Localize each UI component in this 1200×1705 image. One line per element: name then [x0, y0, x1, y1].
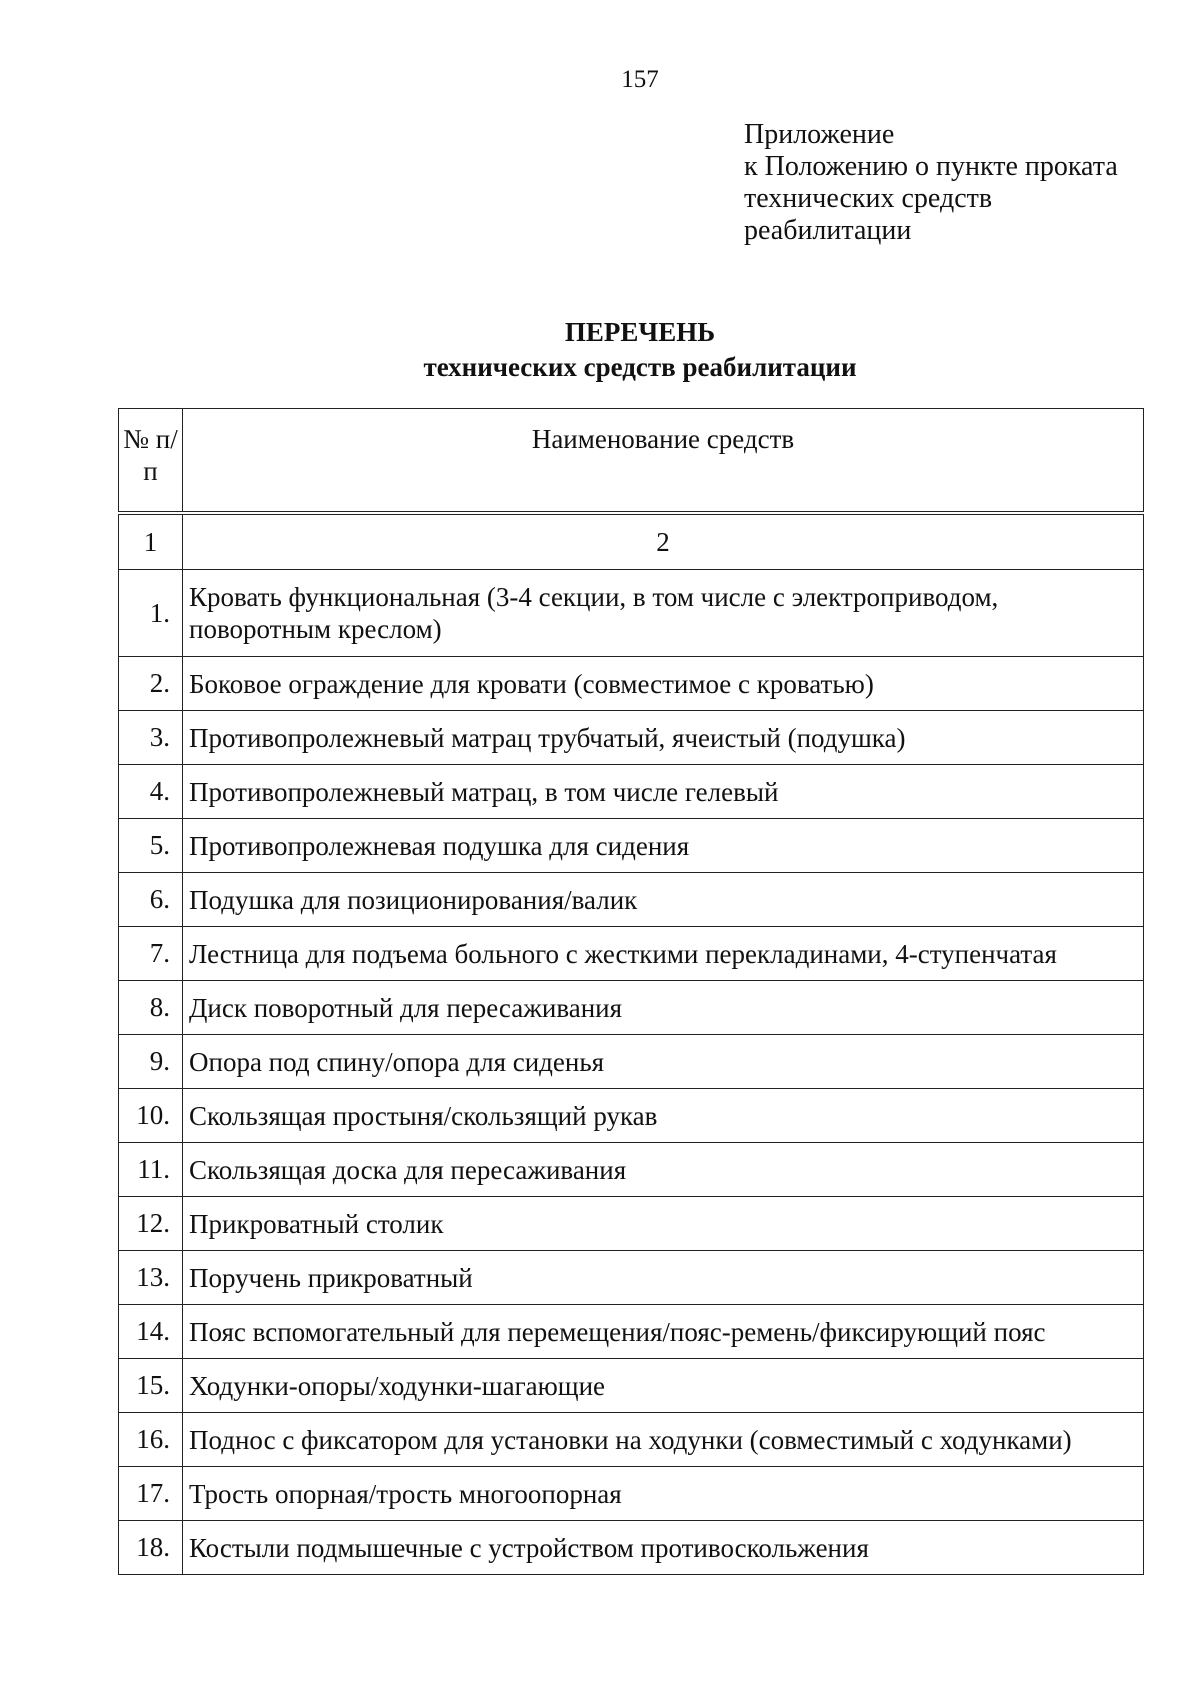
row-name: Подушка для позиционирования/валик — [183, 873, 1144, 927]
appendix-line: реабилитации — [744, 215, 912, 246]
table-row — [119, 1035, 1144, 1089]
row-number: 9. — [119, 1035, 183, 1089]
table-row — [119, 819, 1144, 873]
row-name: Диск поворотный для пересаживания — [183, 981, 1144, 1035]
row-number: 11. — [119, 1143, 183, 1197]
table-row — [119, 1089, 1144, 1143]
table-row — [119, 1143, 1144, 1197]
row-name: Ходунки-опоры/ходунки-шагающие — [183, 1359, 1144, 1413]
row-number: 14. — [119, 1305, 183, 1359]
row-number: 17. — [119, 1467, 183, 1521]
header-number-cell: № п/п — [119, 409, 183, 514]
row-number: 2. — [119, 657, 183, 711]
appendix-line: к Положению о пункте проката — [744, 151, 1118, 182]
column-number-1: 1 — [119, 513, 183, 570]
row-number: 16. — [119, 1413, 183, 1467]
row-number: 4. — [119, 765, 183, 819]
row-name: Скользящая простыня/скользящий рукав — [183, 1089, 1144, 1143]
table-row — [119, 1413, 1144, 1467]
row-name: Трость опорная/трость многоопорная — [183, 1467, 1144, 1521]
appendix-line: технических средств — [744, 183, 993, 214]
row-number: 13. — [119, 1251, 183, 1305]
document-subtitle: технических средств реабилитации — [423, 352, 857, 382]
row-name: Скользящая доска для пересаживания — [183, 1143, 1144, 1197]
table-row — [119, 1305, 1144, 1359]
row-number: 15. — [119, 1359, 183, 1413]
row-number: 6. — [119, 873, 183, 927]
row-name: Кровать функциональная (3-4 секции, в том числе с электроприводом, поворотным креслом) — [183, 570, 1144, 657]
row-name: Противопролежневый матрац, в том числе гелевый — [183, 765, 1144, 819]
row-number: 7. — [119, 927, 183, 981]
row-number: 10. — [119, 1089, 183, 1143]
row-number: 3. — [119, 711, 183, 765]
table-row — [119, 657, 1144, 711]
appendix-line: Приложение — [744, 119, 895, 150]
row-number: 1. — [119, 570, 183, 657]
table-header-row — [119, 409, 1144, 514]
table-row — [119, 765, 1144, 819]
row-name: Поручень прикроватный — [183, 1251, 1144, 1305]
row-name: Прикроватный столик — [183, 1197, 1144, 1251]
row-number: 18. — [119, 1521, 183, 1575]
table-row — [119, 1251, 1144, 1305]
row-number: 5. — [119, 819, 183, 873]
row-number: 8. — [119, 981, 183, 1035]
table-row — [119, 570, 1144, 657]
row-name: Пояс вспомогательный для перемещения/пояс-ремень/фиксирующий пояс — [183, 1305, 1144, 1359]
header-name-cell: Наименование средств — [183, 409, 1144, 514]
table-row — [119, 1467, 1144, 1521]
column-numbers-row — [119, 513, 1144, 570]
row-name: Костыли подмышечные с устройством противоскольжения — [183, 1521, 1144, 1575]
items-table — [118, 408, 1144, 1575]
row-number: 12. — [119, 1197, 183, 1251]
row-name: Противопролежневый матрац трубчатый, ячеистый (подушка) — [183, 711, 1144, 765]
table-row — [119, 711, 1144, 765]
table-row — [119, 1521, 1144, 1575]
table-row — [119, 927, 1144, 981]
table-row — [119, 981, 1144, 1035]
table-row — [119, 1359, 1144, 1413]
column-number-2: 2 — [183, 513, 1144, 570]
table-row — [119, 873, 1144, 927]
row-name: Опора под спину/опора для сиденья — [183, 1035, 1144, 1089]
row-name: Лестница для подъема больного с жесткими перекладинами, 4-ступенчатая — [183, 927, 1144, 981]
document-title: ПЕРЕЧЕНЬ — [564, 317, 716, 347]
row-name: Боковое ограждение для кровати (совместимое с кроватью) — [183, 657, 1144, 711]
table-row — [119, 1197, 1144, 1251]
row-name: Противопролежневая подушка для сидения — [183, 819, 1144, 873]
row-name: Поднос с фиксатором для установки на ходунки (совместимый с ходунками) — [183, 1413, 1144, 1467]
page-number: 157 — [621, 66, 659, 93]
appendix-note — [744, 119, 1118, 247]
